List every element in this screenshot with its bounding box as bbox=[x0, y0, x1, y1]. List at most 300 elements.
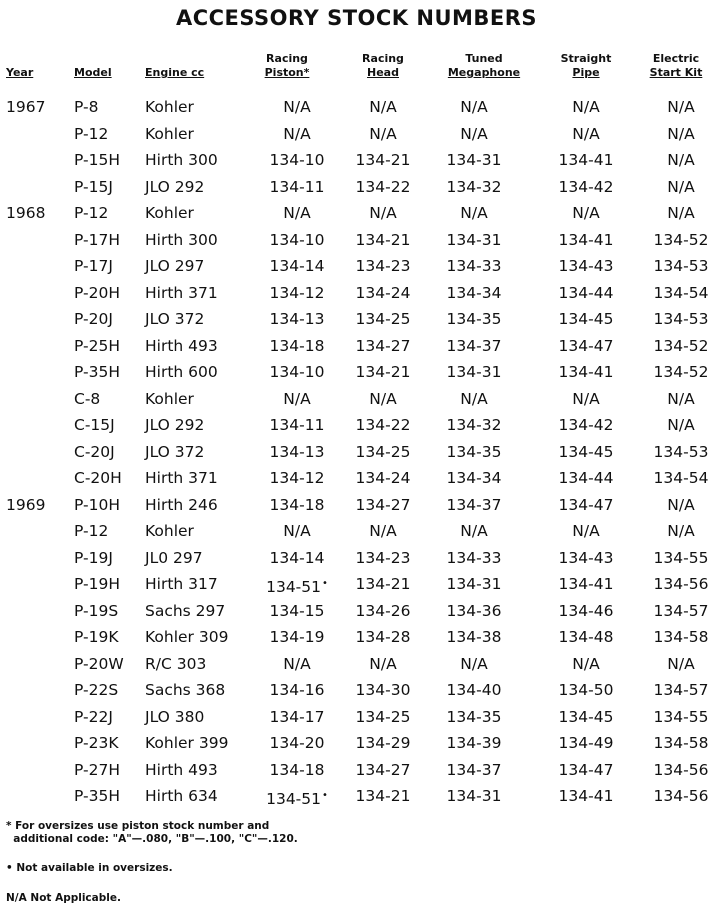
row-model-text: C-15J bbox=[74, 416, 115, 434]
row-engine-text: Kohler bbox=[145, 98, 194, 116]
row-tuned-megaphone-text: 134-31 bbox=[446, 230, 502, 249]
row-electric-start-text: 134-58 bbox=[653, 628, 709, 646]
row-racing-head bbox=[333, 757, 433, 784]
row-electric-start-text: N/A bbox=[667, 522, 695, 540]
row-tuned-megaphone-text: 134-35 bbox=[446, 310, 502, 328]
row-model bbox=[74, 121, 108, 148]
row-straight-pipe bbox=[536, 306, 636, 333]
row-electric-start bbox=[631, 598, 713, 625]
row-racing-head-text: N/A bbox=[369, 98, 397, 116]
row-racing-piston-text: N/A bbox=[283, 654, 311, 673]
row-racing-head-text: 134-22 bbox=[355, 177, 411, 196]
row-racing-head bbox=[333, 783, 433, 810]
row-electric-start bbox=[631, 147, 713, 174]
header-racing-head bbox=[343, 52, 423, 80]
row-model-text: P-15J bbox=[74, 177, 113, 196]
row-engine bbox=[145, 174, 204, 201]
row-model bbox=[74, 280, 120, 307]
row-engine-text: Hirth 300 bbox=[145, 151, 218, 169]
row-tuned-megaphone-text: 134-31 bbox=[446, 575, 502, 593]
row-racing-piston bbox=[247, 412, 347, 439]
row-engine-text: Hirth 246 bbox=[145, 495, 218, 514]
row-electric-start-text: N/A bbox=[667, 177, 695, 196]
row-engine bbox=[145, 492, 218, 519]
footnote-oversize-line2: additional code: "A"—.080, "B"—.100, "C"—.120. bbox=[6, 833, 298, 845]
row-model-text: P-8 bbox=[74, 98, 99, 116]
oversize-unavailable-marker: • bbox=[322, 790, 328, 801]
row-model-text: P-27H bbox=[74, 760, 120, 779]
table-row bbox=[0, 253, 713, 280]
table-row bbox=[0, 624, 713, 651]
table-row bbox=[0, 571, 713, 598]
header-tuned-megaphone-line1: Tuned bbox=[465, 52, 503, 65]
row-electric-start-text: 134-53 bbox=[653, 257, 709, 275]
row-straight-pipe-text: N/A bbox=[572, 654, 600, 673]
row-racing-piston-text: 134-16 bbox=[269, 681, 325, 699]
row-model bbox=[74, 386, 100, 413]
row-racing-piston-text: 134-18 bbox=[269, 760, 325, 779]
row-tuned-megaphone bbox=[424, 518, 524, 545]
row-racing-piston bbox=[247, 757, 347, 784]
row-engine bbox=[145, 624, 228, 651]
row-racing-piston bbox=[247, 571, 347, 601]
row-electric-start-text: 134-54 bbox=[653, 469, 709, 487]
page-title: ACCESSORY STOCK NUMBERS bbox=[175, 6, 538, 30]
row-racing-head bbox=[333, 359, 433, 386]
row-straight-pipe-text: N/A bbox=[572, 124, 600, 143]
row-racing-piston bbox=[247, 94, 347, 121]
row-tuned-megaphone-text: 134-36 bbox=[446, 601, 502, 620]
row-engine-text: Kohler bbox=[145, 389, 194, 408]
row-straight-pipe-text: 134-46 bbox=[558, 601, 614, 620]
row-electric-start bbox=[631, 200, 713, 227]
row-model-text: P-17J bbox=[74, 257, 113, 275]
table-row bbox=[0, 783, 713, 810]
row-engine-text: JLO 297 bbox=[145, 257, 205, 275]
row-tuned-megaphone bbox=[424, 545, 524, 572]
row-engine bbox=[145, 200, 194, 227]
row-electric-start bbox=[631, 253, 713, 280]
row-model bbox=[74, 333, 120, 360]
row-racing-head bbox=[333, 651, 433, 678]
table-row bbox=[0, 412, 713, 439]
row-straight-pipe-text: 134-48 bbox=[558, 628, 614, 646]
row-engine bbox=[145, 704, 204, 731]
row-year-text: 1968 bbox=[6, 204, 46, 222]
row-racing-head bbox=[333, 677, 433, 704]
row-engine bbox=[145, 386, 194, 413]
row-straight-pipe-text: 134-47 bbox=[558, 760, 614, 779]
row-model-text: P-20J bbox=[74, 310, 113, 328]
row-racing-piston bbox=[247, 174, 347, 201]
row-electric-start bbox=[631, 359, 713, 386]
row-racing-head bbox=[333, 333, 433, 360]
row-electric-start bbox=[631, 280, 713, 307]
row-racing-head-text: 134-21 bbox=[355, 787, 411, 805]
row-racing-head-text: 134-24 bbox=[355, 283, 411, 302]
row-engine-text: JLO 372 bbox=[145, 442, 205, 461]
row-racing-head bbox=[333, 439, 433, 466]
row-model-text: P-17H bbox=[74, 230, 120, 249]
row-model-text: P-20W bbox=[74, 654, 124, 673]
row-tuned-megaphone bbox=[424, 439, 524, 466]
row-racing-head bbox=[333, 624, 433, 651]
row-straight-pipe bbox=[536, 545, 636, 572]
row-straight-pipe bbox=[536, 492, 636, 519]
row-engine-text: Sachs 368 bbox=[145, 681, 226, 699]
table-row bbox=[0, 227, 713, 254]
row-engine bbox=[145, 227, 218, 254]
row-engine-text: Hirth 371 bbox=[145, 469, 218, 487]
header-racing-piston-line2: Piston* bbox=[264, 66, 310, 79]
row-racing-piston bbox=[247, 518, 347, 545]
row-straight-pipe bbox=[536, 200, 636, 227]
row-straight-pipe bbox=[536, 412, 636, 439]
row-tuned-megaphone bbox=[424, 253, 524, 280]
row-electric-start bbox=[631, 757, 713, 784]
row-straight-pipe bbox=[536, 121, 636, 148]
row-racing-piston-text: N/A bbox=[283, 98, 311, 116]
row-tuned-megaphone-text: N/A bbox=[460, 654, 488, 673]
row-electric-start bbox=[631, 518, 713, 545]
row-racing-piston bbox=[247, 598, 347, 625]
header-racing-head-line2: Head bbox=[367, 66, 399, 79]
row-straight-pipe bbox=[536, 333, 636, 360]
row-year-text: 1967 bbox=[6, 98, 46, 116]
row-electric-start-text: N/A bbox=[667, 654, 695, 673]
row-tuned-megaphone bbox=[424, 492, 524, 519]
row-tuned-megaphone-text: 134-37 bbox=[446, 760, 502, 779]
header-straight-pipe bbox=[546, 52, 626, 80]
row-straight-pipe bbox=[536, 359, 636, 386]
row-racing-head bbox=[333, 386, 433, 413]
row-electric-start bbox=[631, 783, 713, 810]
row-racing-head-text: N/A bbox=[369, 654, 397, 673]
row-electric-start-text: 134-52 bbox=[653, 230, 709, 249]
table-row bbox=[0, 598, 713, 625]
row-racing-piston bbox=[247, 359, 347, 386]
row-electric-start-text: 134-55 bbox=[653, 548, 709, 567]
header-straight-pipe-line1: Straight bbox=[560, 52, 612, 65]
row-tuned-megaphone-text: 134-32 bbox=[446, 416, 502, 434]
row-engine-text: Kohler bbox=[145, 124, 194, 143]
row-racing-piston bbox=[247, 333, 347, 360]
row-model bbox=[74, 624, 119, 651]
row-engine bbox=[145, 465, 218, 492]
row-electric-start-text: N/A bbox=[667, 495, 695, 514]
row-electric-start bbox=[631, 492, 713, 519]
row-model bbox=[74, 545, 113, 572]
row-racing-piston bbox=[247, 439, 347, 466]
row-model bbox=[74, 704, 113, 731]
row-electric-start bbox=[631, 704, 713, 731]
row-straight-pipe bbox=[536, 651, 636, 678]
row-straight-pipe bbox=[536, 386, 636, 413]
row-racing-piston-text: 134-18 bbox=[269, 336, 325, 355]
row-model bbox=[74, 757, 120, 784]
row-engine-text: Hirth 600 bbox=[145, 363, 218, 381]
row-racing-piston-text: 134-11 bbox=[269, 177, 325, 196]
row-racing-piston-text: 134-20 bbox=[269, 734, 325, 752]
row-tuned-megaphone-text: 134-34 bbox=[446, 283, 502, 302]
row-racing-piston-text: 134-13 bbox=[269, 442, 325, 461]
row-engine-text: JLO 292 bbox=[145, 177, 205, 196]
row-racing-piston-text: 134-17 bbox=[269, 707, 325, 726]
row-tuned-megaphone-text: 134-31 bbox=[446, 363, 502, 381]
table-row bbox=[0, 147, 713, 174]
row-tuned-megaphone-text: 134-38 bbox=[446, 628, 502, 646]
row-straight-pipe-text: 134-43 bbox=[558, 548, 614, 567]
row-racing-head-text: 134-23 bbox=[355, 257, 411, 275]
row-tuned-megaphone-text: N/A bbox=[460, 522, 488, 540]
row-tuned-megaphone-text: 134-34 bbox=[446, 469, 502, 487]
row-engine-text: Kohler 309 bbox=[145, 628, 229, 646]
table-row bbox=[0, 704, 713, 731]
row-tuned-megaphone bbox=[424, 730, 524, 757]
row-electric-start bbox=[631, 651, 713, 678]
row-racing-piston bbox=[247, 492, 347, 519]
row-electric-start-text: 134-54 bbox=[653, 283, 709, 302]
row-racing-head bbox=[333, 412, 433, 439]
header-electric-start bbox=[636, 52, 713, 80]
row-model-text: P-22S bbox=[74, 681, 119, 699]
row-model bbox=[74, 306, 113, 333]
row-tuned-megaphone bbox=[424, 280, 524, 307]
row-racing-piston-text: 134-51 bbox=[266, 578, 321, 596]
row-model-text: P-19H bbox=[74, 575, 120, 593]
row-racing-head-text: N/A bbox=[369, 389, 397, 408]
row-tuned-megaphone bbox=[424, 227, 524, 254]
table-row bbox=[0, 280, 713, 307]
row-model-text: P-35H bbox=[74, 787, 120, 805]
row-model bbox=[74, 174, 113, 201]
row-straight-pipe bbox=[536, 227, 636, 254]
table-row bbox=[0, 94, 713, 121]
row-racing-piston bbox=[247, 730, 347, 757]
row-straight-pipe-text: 134-41 bbox=[558, 363, 614, 381]
row-tuned-megaphone-text: 134-31 bbox=[446, 151, 502, 169]
table-row bbox=[0, 465, 713, 492]
row-model-text: P-19J bbox=[74, 548, 113, 567]
row-racing-head bbox=[333, 704, 433, 731]
row-model-text: P-19K bbox=[74, 628, 119, 646]
row-electric-start-text: N/A bbox=[667, 98, 695, 116]
row-engine bbox=[145, 94, 194, 121]
row-engine bbox=[145, 677, 225, 704]
row-engine-text: Kohler bbox=[145, 522, 194, 540]
row-straight-pipe-text: 134-42 bbox=[558, 416, 614, 434]
row-racing-head bbox=[333, 571, 433, 598]
row-engine bbox=[145, 306, 204, 333]
row-straight-pipe bbox=[536, 147, 636, 174]
table-row bbox=[0, 333, 713, 360]
row-racing-piston-text: N/A bbox=[283, 389, 311, 408]
row-straight-pipe-text: 134-41 bbox=[558, 151, 614, 169]
row-racing-piston-text: 134-10 bbox=[269, 230, 325, 249]
row-racing-piston-text: 134-51 bbox=[266, 790, 321, 808]
row-engine-text: Kohler bbox=[145, 204, 194, 222]
row-engine bbox=[145, 757, 218, 784]
row-racing-head-text: N/A bbox=[369, 124, 397, 143]
row-model bbox=[74, 651, 124, 678]
row-racing-head-text: 134-25 bbox=[355, 442, 411, 461]
row-model-text: P-35H bbox=[74, 363, 120, 381]
row-straight-pipe-text: N/A bbox=[572, 98, 600, 116]
row-tuned-megaphone bbox=[424, 412, 524, 439]
row-straight-pipe bbox=[536, 518, 636, 545]
table-row bbox=[0, 518, 713, 545]
row-engine bbox=[145, 730, 228, 757]
row-model-text: P-19S bbox=[74, 601, 119, 620]
row-model-text: P-22J bbox=[74, 707, 113, 726]
row-straight-pipe bbox=[536, 704, 636, 731]
row-engine bbox=[145, 147, 218, 174]
row-year-text: 1969 bbox=[6, 495, 46, 514]
row-straight-pipe bbox=[536, 757, 636, 784]
row-straight-pipe bbox=[536, 280, 636, 307]
table-row bbox=[0, 439, 713, 466]
header-racing-piston bbox=[247, 52, 327, 80]
row-racing-piston bbox=[247, 253, 347, 280]
row-racing-piston-text: 134-18 bbox=[269, 495, 325, 514]
row-straight-pipe bbox=[536, 253, 636, 280]
row-straight-pipe-text: 134-42 bbox=[558, 177, 614, 196]
row-electric-start bbox=[631, 677, 713, 704]
row-electric-start-text: 134-53 bbox=[653, 442, 709, 461]
row-straight-pipe-text: 134-41 bbox=[558, 575, 614, 593]
header-model bbox=[74, 66, 112, 80]
row-racing-head bbox=[333, 545, 433, 572]
row-racing-head bbox=[333, 280, 433, 307]
row-tuned-megaphone bbox=[424, 121, 524, 148]
row-engine bbox=[145, 333, 218, 360]
row-model bbox=[74, 439, 115, 466]
row-model-text: C-20H bbox=[74, 469, 122, 487]
row-racing-piston-text: 134-10 bbox=[269, 363, 325, 381]
row-engine bbox=[145, 253, 204, 280]
row-racing-piston bbox=[247, 545, 347, 572]
row-electric-start bbox=[631, 624, 713, 651]
row-engine-text: Sachs 297 bbox=[145, 601, 226, 620]
row-racing-head bbox=[333, 227, 433, 254]
row-electric-start-text: 134-55 bbox=[653, 707, 709, 726]
row-model bbox=[74, 492, 120, 519]
footnote-oversize-line1: * For oversizes use piston stock number and bbox=[6, 820, 270, 832]
row-electric-start bbox=[631, 386, 713, 413]
row-electric-start-text: 134-53 bbox=[653, 310, 709, 328]
row-racing-head bbox=[333, 598, 433, 625]
row-racing-piston-text: 134-14 bbox=[269, 257, 325, 275]
row-racing-piston-text: 134-19 bbox=[269, 628, 325, 646]
row-engine bbox=[145, 545, 203, 572]
row-tuned-megaphone bbox=[424, 783, 524, 810]
row-model-text: P-20H bbox=[74, 283, 120, 302]
row-straight-pipe-text: 134-50 bbox=[558, 681, 614, 699]
row-model bbox=[74, 200, 108, 227]
row-electric-start bbox=[631, 333, 713, 360]
row-straight-pipe bbox=[536, 439, 636, 466]
table-row bbox=[0, 121, 713, 148]
row-electric-start-text: 134-56 bbox=[653, 760, 709, 779]
row-electric-start-text: 134-52 bbox=[653, 363, 709, 381]
row-year bbox=[6, 492, 45, 519]
row-straight-pipe-text: 134-41 bbox=[558, 787, 614, 805]
row-racing-piston bbox=[247, 386, 347, 413]
row-engine-text: Hirth 493 bbox=[145, 336, 218, 355]
row-electric-start bbox=[631, 174, 713, 201]
header-engine bbox=[145, 66, 204, 80]
row-straight-pipe-text: 134-47 bbox=[558, 495, 614, 514]
row-straight-pipe bbox=[536, 465, 636, 492]
row-straight-pipe bbox=[536, 783, 636, 810]
row-racing-piston-text: 134-13 bbox=[269, 310, 325, 328]
row-engine bbox=[145, 783, 218, 810]
row-racing-head-text: 134-27 bbox=[355, 495, 411, 514]
row-engine bbox=[145, 518, 194, 545]
row-straight-pipe bbox=[536, 174, 636, 201]
row-engine bbox=[145, 651, 206, 678]
row-electric-start bbox=[631, 730, 713, 757]
row-straight-pipe-text: 134-45 bbox=[558, 442, 614, 461]
row-engine bbox=[145, 359, 218, 386]
row-electric-start bbox=[631, 94, 713, 121]
row-model bbox=[74, 677, 118, 704]
row-tuned-megaphone-text: 134-32 bbox=[446, 177, 502, 196]
row-tuned-megaphone-text: 134-35 bbox=[446, 707, 502, 726]
row-tuned-megaphone bbox=[424, 174, 524, 201]
row-tuned-megaphone-text: 134-33 bbox=[446, 257, 502, 275]
header-racing-head-line1: Racing bbox=[362, 52, 404, 65]
row-straight-pipe bbox=[536, 677, 636, 704]
row-tuned-megaphone bbox=[424, 147, 524, 174]
row-engine-text: Kohler 399 bbox=[145, 734, 229, 752]
table-row bbox=[0, 757, 713, 784]
row-racing-piston bbox=[247, 624, 347, 651]
row-electric-start bbox=[631, 571, 713, 598]
row-model bbox=[74, 94, 98, 121]
table-row bbox=[0, 730, 713, 757]
row-model bbox=[74, 518, 108, 545]
row-racing-head-text: N/A bbox=[369, 204, 397, 222]
row-tuned-megaphone bbox=[424, 200, 524, 227]
row-racing-head-text: 134-27 bbox=[355, 336, 411, 355]
row-racing-piston-text: N/A bbox=[283, 204, 311, 222]
row-engine bbox=[145, 439, 204, 466]
row-model bbox=[74, 227, 120, 254]
row-engine bbox=[145, 571, 218, 598]
row-tuned-megaphone bbox=[424, 571, 524, 598]
row-tuned-megaphone-text: N/A bbox=[460, 98, 488, 116]
row-electric-start bbox=[631, 121, 713, 148]
row-racing-head-text: 134-21 bbox=[355, 363, 411, 381]
row-tuned-megaphone bbox=[424, 757, 524, 784]
header-racing-piston-line1: Racing bbox=[266, 52, 308, 65]
row-electric-start-text: N/A bbox=[667, 389, 695, 408]
row-racing-head bbox=[333, 306, 433, 333]
row-straight-pipe bbox=[536, 730, 636, 757]
row-tuned-megaphone bbox=[424, 333, 524, 360]
row-engine bbox=[145, 412, 204, 439]
row-engine-text: Hirth 317 bbox=[145, 575, 218, 593]
row-electric-start-text: 134-56 bbox=[653, 787, 709, 805]
row-racing-piston-text: 134-12 bbox=[269, 469, 325, 487]
table-row bbox=[0, 200, 713, 227]
row-electric-start-text: 134-58 bbox=[653, 734, 709, 752]
row-racing-head bbox=[333, 492, 433, 519]
row-tuned-megaphone-text: 134-37 bbox=[446, 336, 502, 355]
table-row bbox=[0, 359, 713, 386]
header-electric-start-line1: Electric bbox=[652, 52, 700, 65]
